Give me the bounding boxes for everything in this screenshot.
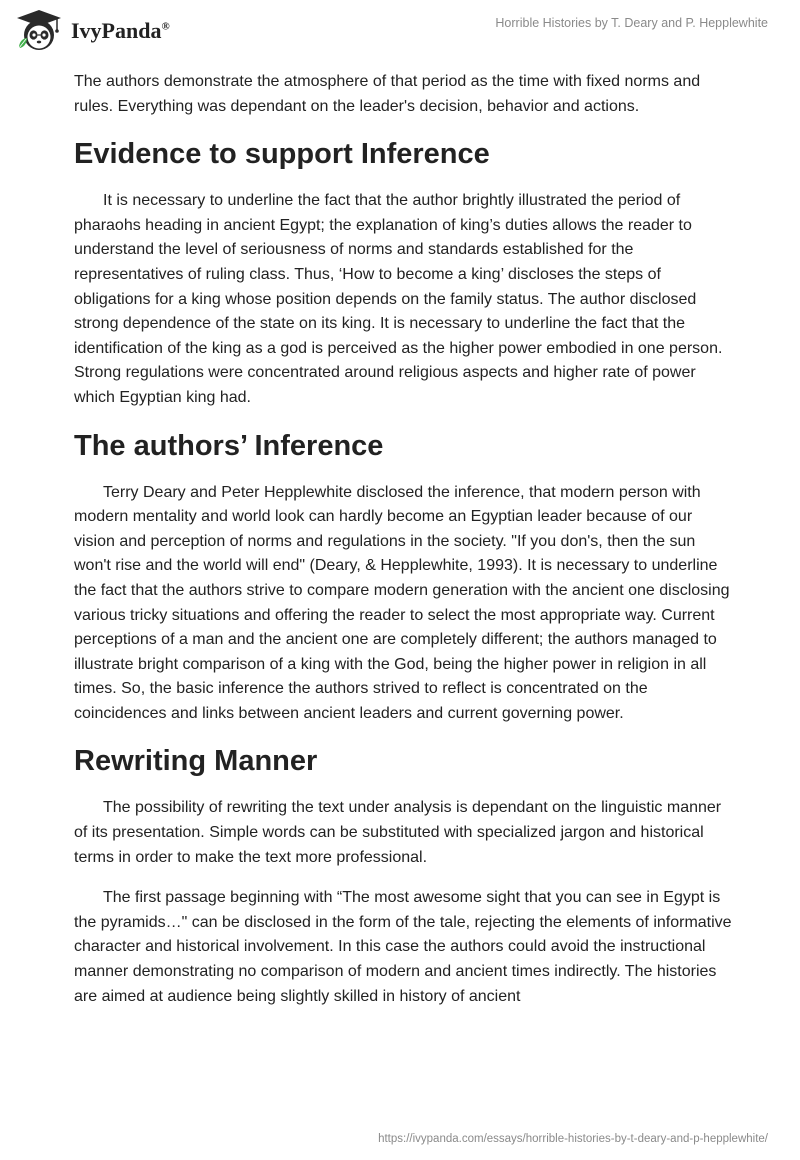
paragraph: The authors demonstrate the atmosphere of that period as the time with fixed norms and rules. Everything was dependant on the leader's decision, behavior and actions. [74,73,701,115]
section-heading-authors-inference: The authors’ Inference [74,429,384,462]
paragraph: The possibility of rewriting the text under analysis is dependant on the linguistic manner of its presentation. Simple words can be substituted with specialized jargon and historical terms in order to make the text more professional. [74,799,722,866]
essay-body [74,70,734,1025]
paragraph: Terry Deary and Peter Hepplewhite disclosed the inference, that modern person with modern mentality and world look can hardly become an Egyptian leader because of our vision and perception of norms and regulations in the society. "If you don's, then the sun won't rise and the world will end" (Deary, & Hepplewhite, 1993). It is necessary to underline the fact that the authors strive to compare modern generation with the ancient one disclosing various tricky situations and offering the reader to select the most appropriate way. Current perceptions of a man and the ancient one are completely different; the authors managed to illustrate bright comparison of a king with the God, being the higher power in religion in all times. So, the basic inference the authors strived to reflect is concentrated on the coincidences and links between ancient leaders and current governing power. [74,483,730,722]
running-title: Horrible Histories by T. Deary and P. Hepplewhite [495,16,768,30]
section-heading-evidence: Evidence to support Inference [74,138,490,171]
page-header [0,0,800,64]
logo-wordmark: IvyPanda® [71,18,170,43]
paragraph: The first passage beginning with “The most awesome sight that you can see in Egypt is the pyramids…" can be disclosed in the form of the tale, rejecting the elements of informative character and historical involvement. In this case the authors could avoid the instructional manner demonstrating no comparison of modern and ancient times indirectly. The histories are aimed at audience being slightly skilled in history of ancient [74,889,732,1005]
panda-graduate-icon [13,8,65,52]
section-heading-rewriting-manner: Rewriting Manner [74,745,318,778]
source-url[interactable]: https://ivypanda.com/essays/horrible-histories-by-t-deary-and-p-hepplewhite/ [378,1133,768,1145]
paragraph: It is necessary to underline the fact that the author brightly illustrated the period of pharaohs heading in ancient Egypt; the explanation of king’s duties allows the reader to understand the level of seriousness of norms and standards established for the representatives of ruling class. Thus, ‘How to become a king’ discloses the steps of obligations for a king whose position depends on the family status. The author disclosed strong dependence of the state on its king. It is necessary to underline the fact that the identification of the king as a god is perceived as the higher power embodied in one person. Strong regulations were concentrated around religious aspects and higher rate of power which Egyptian king had. [74,192,723,406]
ivypanda-logo[interactable] [13,8,170,52]
